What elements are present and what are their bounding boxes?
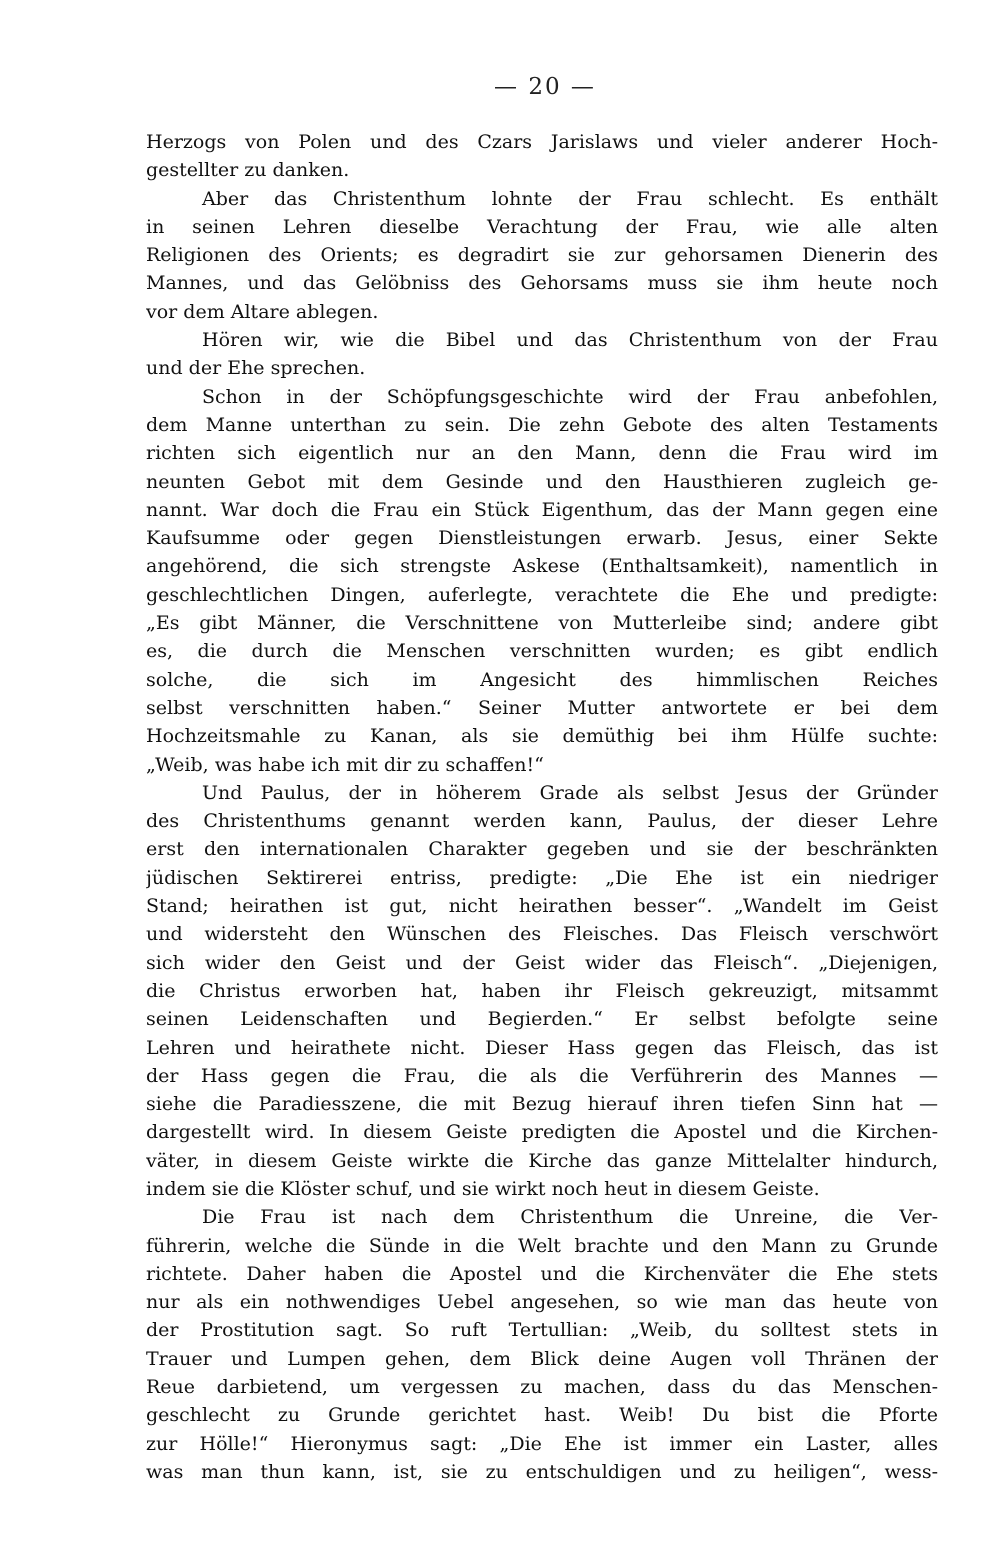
text-line: Trauer und Lumpen gehen, dem Blick deine Augen voll Thränen der xyxy=(146,1347,938,1370)
text-line: Reue darbietend, um vergessen zu machen, dass du das Menschen- xyxy=(146,1376,938,1399)
text-line: Herzogs von Polen und des Czars Jarislaws und vieler anderer Hoch- xyxy=(146,131,938,153)
text-line: Und Paulus, der in höherem Grade als selbst Jesus der Gründer xyxy=(202,781,938,804)
text-line: solche, die sich im Angesicht des himmlischen Reiches xyxy=(146,668,938,691)
text-line: vor dem Altare ablegen. xyxy=(146,300,379,323)
text-line: Hören wir, wie die Bibel und das Christenthum von der Frau xyxy=(202,329,938,352)
text-line: väter, in diesem Geiste wirkte die Kirche das ganze Mittelalter hindurch, xyxy=(146,1149,938,1172)
text-line: indem sie die Klöster schuf, und sie wirkt noch heut in diesem Geiste. xyxy=(146,1177,820,1200)
text-line: Schon in der Schöpfungsgeschichte wird der Frau anbefohlen, xyxy=(202,385,938,408)
text-line: richten sich eigentlich nur an den Mann, denn die Frau wird im xyxy=(146,442,938,465)
text-line: dem Manne unterthan zu sein. Die zehn Gebote des alten Testaments xyxy=(146,413,938,436)
text-line: jüdischen Sektirerei entriss, predigte: „Die Ehe ist ein niedriger xyxy=(146,866,938,889)
text-line: zur Hölle!“ Hieronymus sagt: „Die Ehe ist immer ein Laster, alles xyxy=(146,1432,938,1455)
text-line: selbst verschnitten haben.“ Seiner Mutter antwortete er bei dem xyxy=(146,696,938,719)
text-line: sich wider den Geist und der Geist wider das Fleisch“. „Diejenigen, xyxy=(146,951,938,974)
text-line: gestellter zu danken. xyxy=(146,159,350,182)
text-line: was man thun kann, ist, sie zu entschuldigen und zu heiligen“, wess- xyxy=(146,1460,938,1483)
text-line: der Hass gegen die Frau, die als die Verführerin des Mannes — xyxy=(146,1064,938,1087)
text-line: siehe die Paradiesszene, die mit Bezug hierauf ihren tiefen Sinn hat — xyxy=(146,1093,938,1116)
text-line: der Prostitution sagt. So ruft Tertullian: „Weib, du solltest stets in xyxy=(146,1319,938,1342)
body-text xyxy=(146,128,938,1486)
text-line: in seinen Lehren dieselbe Verachtung der Frau, wie alle alten xyxy=(146,215,938,238)
text-line: Aber das Christenthum lohnte der Frau schlecht. Es enthält xyxy=(202,187,938,210)
text-line: Hochzeitsmahle zu Kanan, als sie demüthig bei ihm Hülfe suchte: xyxy=(146,725,938,748)
text-line: seinen Leidenschaften und Begierden.“ Er selbst befolgte seine xyxy=(146,1008,938,1031)
text-line: richtete. Daher haben die Apostel und die Kirchenväter die Ehe stets xyxy=(146,1262,938,1285)
text-line: die Christus erworben hat, haben ihr Fleisch gekreuzigt, mitsammt xyxy=(146,979,938,1002)
text-line: angehörend, die sich strengste Askese (Enthaltsamkeit), namentlich in xyxy=(146,555,938,578)
text-line: neunten Gebot mit dem Gesinde und den Hausthieren zugleich ge- xyxy=(146,470,938,493)
text-line: führerin, welche die Sünde in die Welt brachte und den Mann zu Grunde xyxy=(146,1234,938,1257)
text-line: dargestellt wird. In diesem Geiste predigten die Apostel und die Kirchen- xyxy=(146,1121,938,1144)
text-line: Die Frau ist nach dem Christenthum die Unreine, die Ver- xyxy=(202,1206,938,1229)
page-number: — 20 — xyxy=(494,74,596,100)
text-line: des Christenthums genannt werden kann, Paulus, der dieser Lehre xyxy=(146,810,938,833)
text-line: es, die durch die Menschen verschnitten wurden; es gibt endlich xyxy=(146,640,938,663)
text-line: Mannes, und das Gelöbniss des Gehorsams muss sie ihm heute noch xyxy=(146,272,938,295)
text-line: und widersteht den Wünschen des Fleisches. Das Fleisch verschwört xyxy=(146,923,938,946)
text-line: nur als ein nothwendiges Uebel angesehen, so wie man das heute von xyxy=(146,1291,938,1314)
text-line: Stand; heirathen ist gut, nicht heirathen besser“. „Wandelt im Geist xyxy=(146,895,938,918)
text-line: „Weib, was habe ich mit dir zu schaffen!“ xyxy=(146,753,544,776)
text-line: nannt. War doch die Frau ein Stück Eigenthum, das der Mann gegen eine xyxy=(146,498,938,521)
text-line: und der Ehe sprechen. xyxy=(146,357,366,380)
text-line: erst den internationalen Charakter gegeben und sie der beschränkten xyxy=(146,838,938,861)
text-line: geschlecht zu Grunde gerichtet hast. Weib! Du bist die Pforte xyxy=(146,1404,938,1427)
text-line: Lehren und heirathete nicht. Dieser Hass gegen das Fleisch, das ist xyxy=(146,1036,938,1059)
text-line: Kaufsumme oder gegen Dienstleistungen erwarb. Jesus, einer Sekte xyxy=(146,527,938,550)
text-line: Religionen des Orients; es degradirt sie zur gehorsamen Dienerin des xyxy=(146,244,938,267)
text-line: „Es gibt Männer, die Verschnittene von Mutterleibe sind; andere gibt xyxy=(146,612,938,635)
text-line: geschlechtlichen Dingen, auferlegte, verachtete die Ehe und predigte: xyxy=(146,583,938,606)
